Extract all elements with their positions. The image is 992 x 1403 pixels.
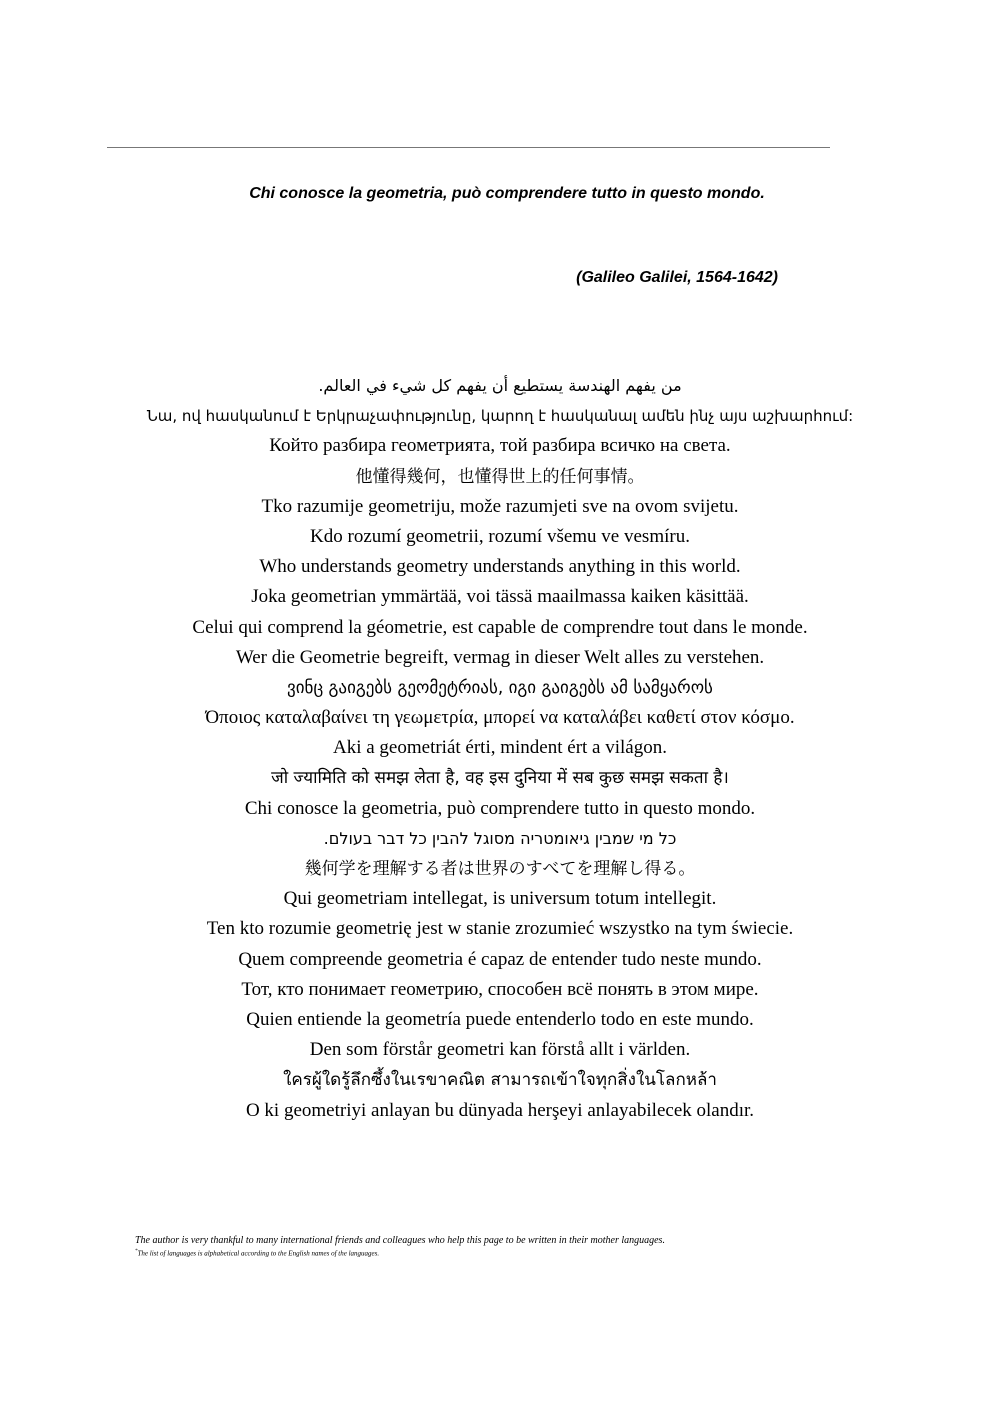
footer-note-text: The list of languages is alphabetical according to the English names of the languages. <box>137 1249 380 1258</box>
footnote-marker: * <box>135 1249 138 1254</box>
translation-croatian: Tko razumije geometriju, može razumjeti sve na ovom svijetu. <box>261 495 739 517</box>
translation-bulgarian: Който разбира геометрията, той разбира всичко на света. <box>269 435 731 457</box>
footer-note <box>135 1247 895 1258</box>
translation-french: Celui qui comprend la géometrie, est capable de comprendre tout dans le monde. <box>192 616 808 638</box>
translation-hungarian: Aki a geometriát érti, mindent ért a világon. <box>333 737 667 759</box>
translation-hebrew: כל מי שמבין גיאומטריה מסוגל להבין כל דבר בעולם. <box>323 828 677 848</box>
translation-polish: Ten kto rozumie geometrię jest w stanie zrozumieć wszystko na tym świecie. <box>206 918 794 940</box>
epigraph-attribution: (Galileo Galilei, 1564-1642) <box>576 269 778 286</box>
translation-japanese: 幾何学を理解する者は世界のすべてを理解し得る。 <box>304 859 696 879</box>
translation-spanish: Quien entiende la geometría puede entenderlo todo en este mundo. <box>246 1008 754 1030</box>
translation-georgian: ვინც გაიგებს გეომეტრიას, იგი გაიგებს ამ სამყაროს <box>287 677 713 698</box>
translation-finnish: Joka geometrian ymmärtää, voi tässä maailmassa kaiken käsittää. <box>251 586 749 608</box>
translation-arabic: من يفهم الهندسة يستطيع أن يفهم كل شيء في العالم. <box>318 376 682 395</box>
translation-portuguese: Quem compreende geometria é capaz de entender tudo neste mundo. <box>238 948 762 970</box>
translation-russian: Тот, кто понимает геометрию, способен всё понять в этом мире. <box>241 978 759 1000</box>
footer-thanks: The author is very thankful to many international friends and colleagues who help this page to be written in their mother languages. <box>135 1235 665 1246</box>
translation-thai: ใครผู้ใดรู้ลึกซึ้งในเรขาคณิต สามารถเข้าใจทุกสิ่งในโลกหล้า <box>283 1070 717 1091</box>
translation-swedish: Den som förstår geometri kan förstå allt i världen. <box>309 1039 691 1061</box>
translation-chinese: 他懂得幾何，也懂得世上的任何事情。 <box>355 466 645 487</box>
translation-german: Wer die Geometrie begreift, vermag in dieser Welt alles zu verstehen. <box>235 646 765 668</box>
translation-greek: Όποιος καταλαβαίνει τη γεωμετρία, μπορεί να καταλάβει καθετί στον κόσμο. <box>205 707 795 729</box>
translation-czech: Kdo rozumí geometrii, rozumí všemu ve vesmíru. <box>310 525 690 547</box>
footer <box>135 1235 895 1258</box>
translation-italian: Chi conosce la geometria, può comprendere tutto in questo mondo. <box>244 797 756 819</box>
header-rule <box>107 147 830 148</box>
translation-list <box>100 371 900 1126</box>
epigraph-quote: Chi conosce la geometria, può comprendere tutto in questo mondo. <box>249 185 765 202</box>
translation-hindi: जो ज्यामिति को समझ लेता है, वह इस दुनिया में सब कुछ समझ सकता है। <box>271 768 729 789</box>
translation-english: Who understands geometry understands anything in this world. <box>259 556 741 578</box>
translation-latin: Qui geometriam intellegat, is universum totum intellegit. <box>283 888 717 910</box>
translation-armenian: Նա, ով հասկանում է Երկրաչափությունը, կարող է հասկանալ ամեն ինչ այս աշխարհում: <box>146 407 854 426</box>
translation-turkish: O ki geometriyi anlayan bu dünyada herşeyi anlayabilecek olandır. <box>245 1099 755 1121</box>
